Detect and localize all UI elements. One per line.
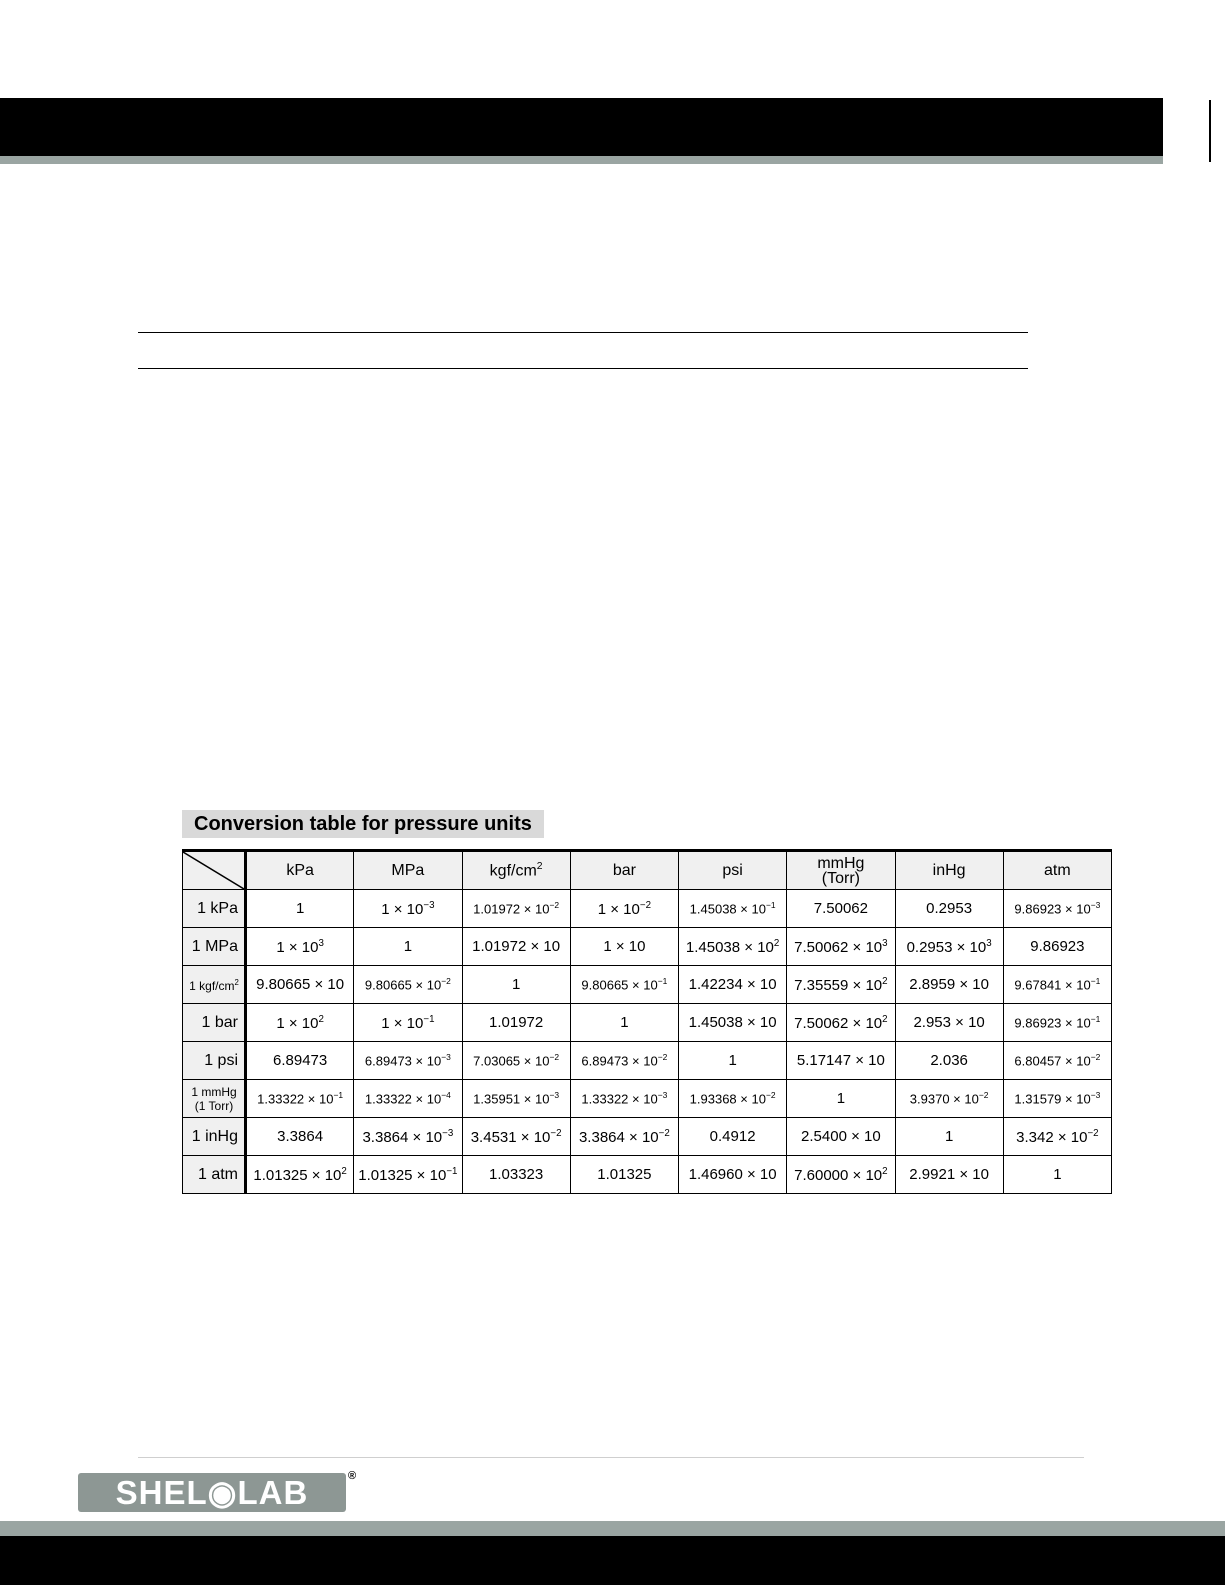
- table-cell: $9.80665 \times 10^{-2}$: [354, 966, 462, 1004]
- table-cell: 1: [246, 890, 354, 928]
- table-cell: 2.8959 × 10: [895, 966, 1003, 1004]
- column-header: kPa: [246, 851, 354, 890]
- row-header: 1 kgf/$cm^2$: [183, 966, 246, 1004]
- table-cell: $3.3864 \times 10^{-3}$: [354, 1118, 462, 1156]
- table-cell: 9.80665 × 10: [246, 966, 354, 1004]
- table-cell: $1.31579 \times 10^{-3}$: [1003, 1080, 1111, 1118]
- table-cell: 1: [354, 928, 462, 966]
- logo-text: SHEL◉LAB: [115, 1474, 309, 1511]
- table-cell: 1.01972 × 10: [462, 928, 570, 966]
- table-cell: $1.01325 \times 10^{-1}$: [354, 1156, 462, 1194]
- column-header: mmHg (Torr): [787, 851, 895, 890]
- shel-lab-logo: [78, 1473, 346, 1512]
- table-cell: 2.9921 × 10: [895, 1156, 1003, 1194]
- registered-mark: ®: [348, 1470, 357, 1482]
- table-cell: $1.35951 \times 10^{-3}$: [462, 1080, 570, 1118]
- table-cell: $7.03065 \times 10^{-2}$: [462, 1042, 570, 1080]
- section-rule-bottom: [138, 368, 1028, 369]
- table-row: [183, 890, 1112, 928]
- table-cell: $6.89473 \times 10^{-3}$: [354, 1042, 462, 1080]
- diagonal-line-icon: [183, 852, 244, 889]
- table-cell: 2.953 × 10: [895, 1004, 1003, 1042]
- row-header: 1 MPa: [183, 928, 246, 966]
- table-cell: 1.01325: [570, 1156, 678, 1194]
- footer-bar-shadow: [0, 1521, 1225, 1536]
- table-cell: $1 \times 10^{-1}$: [354, 1004, 462, 1042]
- page-edge-mark: [1209, 100, 1211, 162]
- table-cell: 1: [570, 1004, 678, 1042]
- table-cell: $1.93368 \times 10^{-2}$: [679, 1080, 787, 1118]
- table-cell: 2.5400 × 10: [787, 1118, 895, 1156]
- table-cell: $1 \times 10^3$: [246, 928, 354, 966]
- table-row: [183, 1118, 1112, 1156]
- table-cell: 1.42234 × 10: [679, 966, 787, 1004]
- table-cell: 1.03323: [462, 1156, 570, 1194]
- table-cell: $0.2953 \times 10^3$: [895, 928, 1003, 966]
- table-cell: 9.86923: [1003, 928, 1111, 966]
- table-cell: $1.45038 \times 10^{-1}$: [679, 890, 787, 928]
- table-cell: $9.80665 \times 10^{-1}$: [570, 966, 678, 1004]
- table-cell: 5.17147 × 10: [787, 1042, 895, 1080]
- table-row: [183, 1080, 1112, 1118]
- header-bar-shadow: [0, 156, 1163, 164]
- table-cell: $1 \times 10^{-3}$: [354, 890, 462, 928]
- pressure-conversion-table: [182, 849, 1112, 1194]
- table-cell: 1.45038 × 10: [679, 1004, 787, 1042]
- table-cell: 1: [787, 1080, 895, 1118]
- table-cell: $3.342 \times 10^{-2}$: [1003, 1118, 1111, 1156]
- table-row: [183, 1004, 1112, 1042]
- table-cell: 1.46960 × 10: [679, 1156, 787, 1194]
- table-cell: $1.01972 \times 10^{-2}$: [462, 890, 570, 928]
- table-row: [183, 928, 1112, 966]
- table-cell: 1.01972: [462, 1004, 570, 1042]
- table-cell: $1.33322 \times 10^{-3}$: [570, 1080, 678, 1118]
- table-cell: 0.2953: [895, 890, 1003, 928]
- table-row: [183, 1156, 1112, 1194]
- footer-rule: [138, 1457, 1084, 1458]
- row-header: 1 inHg: [183, 1118, 246, 1156]
- table-cell: $1 \times 10^{-2}$: [570, 890, 678, 928]
- table-cell: $1 \times 10^2$: [246, 1004, 354, 1042]
- table-cell: $1.33322 \times 10^{-4}$: [354, 1080, 462, 1118]
- table-cell: 7.50062: [787, 890, 895, 928]
- row-header: 1 psi: [183, 1042, 246, 1080]
- table-cell: $9.86923 \times 10^{-3}$: [1003, 890, 1111, 928]
- table-cell: $6.89473 \times 10^{-2}$: [570, 1042, 678, 1080]
- column-header: psi: [679, 851, 787, 890]
- table-cell: $3.9370 \times 10^{-2}$: [895, 1080, 1003, 1118]
- table-cell: $7.50062 \times 10^3$: [787, 928, 895, 966]
- column-header: kgf/$cm^2$: [462, 851, 570, 890]
- column-header: atm: [1003, 851, 1111, 890]
- table-cell: 2.036: [895, 1042, 1003, 1080]
- table-cell: $9.67841 \times 10^{-1}$: [1003, 966, 1111, 1004]
- column-header: bar: [570, 851, 678, 890]
- row-header: 1 mmHg (1 Torr): [183, 1080, 246, 1118]
- row-header: 1 bar: [183, 1004, 246, 1042]
- footer-bar: [0, 1536, 1225, 1585]
- table-cell: $1.33322 \times 10^{-1}$: [246, 1080, 354, 1118]
- table-cell: $6.80457 \times 10^{-2}$: [1003, 1042, 1111, 1080]
- row-header: 1 kPa: [183, 890, 246, 928]
- table-cell: $7.60000 \times 10^2$: [787, 1156, 895, 1194]
- table-row: [183, 966, 1112, 1004]
- table-cell: 1 × 10: [570, 928, 678, 966]
- table-cell: $7.50062 \times 10^2$: [787, 1004, 895, 1042]
- corner-cell: [183, 851, 246, 890]
- table-title: Conversion table for pressure units: [182, 810, 544, 838]
- table-cell: $7.35559 \times 10^2$: [787, 966, 895, 1004]
- table-cell: $1.01325 \times 10^2$: [246, 1156, 354, 1194]
- table-cell: $1.45038 \times 10^2$: [679, 928, 787, 966]
- column-header: inHg: [895, 851, 1003, 890]
- table-cell: 0.4912: [679, 1118, 787, 1156]
- table-cell: 1: [679, 1042, 787, 1080]
- table-cell: $3.3864 \times 10^{-2}$: [570, 1118, 678, 1156]
- table-cell: 6.89473: [246, 1042, 354, 1080]
- section-rule-top: [138, 332, 1028, 333]
- table-cell: 1: [1003, 1156, 1111, 1194]
- table-cell: 1: [895, 1118, 1003, 1156]
- column-header: MPa: [354, 851, 462, 890]
- table-cell: $3.4531 \times 10^{-2}$: [462, 1118, 570, 1156]
- row-header: 1 atm: [183, 1156, 246, 1194]
- table-cell: 1: [462, 966, 570, 1004]
- table-cell: 3.3864: [246, 1118, 354, 1156]
- table-cell: $9.86923 \times 10^{-1}$: [1003, 1004, 1111, 1042]
- header-bar: [0, 98, 1163, 156]
- table-header-row: [183, 851, 1112, 890]
- table-row: [183, 1042, 1112, 1080]
